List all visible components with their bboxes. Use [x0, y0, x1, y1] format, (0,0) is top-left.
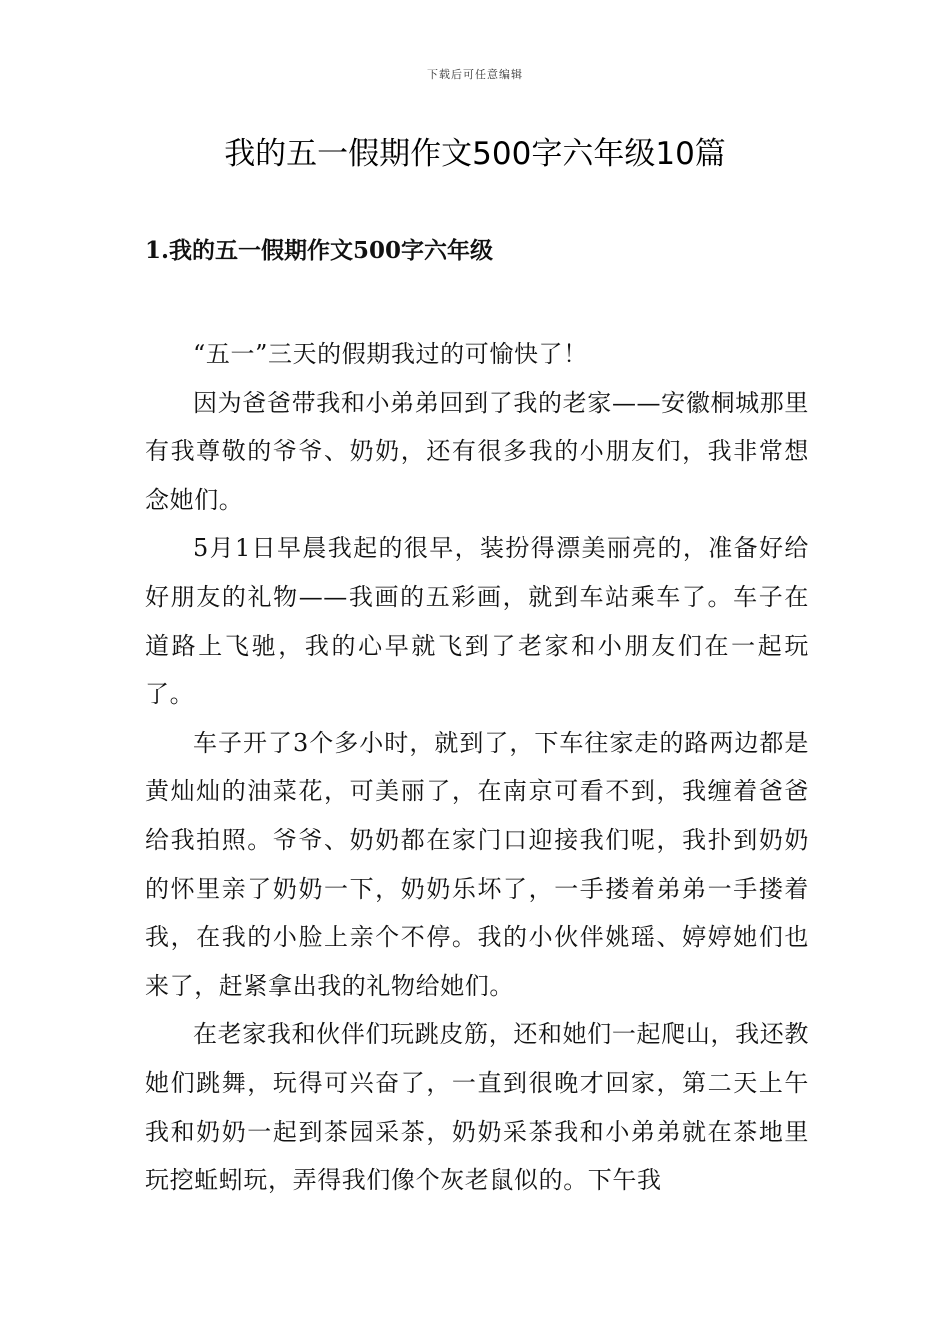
section-heading: 1.我的五一假期作文500字六年级 [145, 237, 494, 264]
paragraph: 因为爸爸带我和小弟弟回到了我的老家——安徽桐城那里有我尊敬的爷爷、奶奶，还有很多我的小朋友们，我非常想念她们。 [145, 388, 809, 514]
essay-body [145, 330, 809, 1205]
paragraph: 车子开了3个多小时，就到了，下车往家走的路两边都是黄灿灿的油菜花，可美丽了，在南京可看不到，我缠着爸爸给我拍照。爷爷、奶奶都在家门口迎接我们呢，我扑到奶奶的怀里亲了奶奶一下，奶奶乐坏了，一手搂着弟弟一手搂着我，在我的小脸上亲个不停。我的小伙伴姚瑶、婷婷她们也来了，赶紧拿出我的礼物给她们。 [145, 728, 809, 1000]
paragraph: 在老家我和伙伴们玩跳皮筋，还和她们一起爬山，我还教她们跳舞，玩得可兴奋了，一直到很晚才回家，第二天上午我和奶奶一起到茶园采茶，奶奶采茶我和小弟弟就在茶地里玩挖蚯蚓玩，弄得我们像个灰老鼠似的。下午我 [145, 1020, 809, 1195]
header-note: 下载后可任意编辑 [427, 68, 523, 81]
document-title: 我的五一假期作文500字六年级10篇 [224, 136, 726, 172]
paragraph: 5月1日早晨我起的很早，装扮得漂美丽亮的，准备好给好朋友的礼物——我画的五彩画，就到车站乘车了。车子在道路上飞驰，我的心早就飞到了老家和小朋友们在一起玩了。 [145, 534, 809, 709]
paragraph: “五一”三天的假期我过的可愉快了！ [193, 340, 588, 368]
